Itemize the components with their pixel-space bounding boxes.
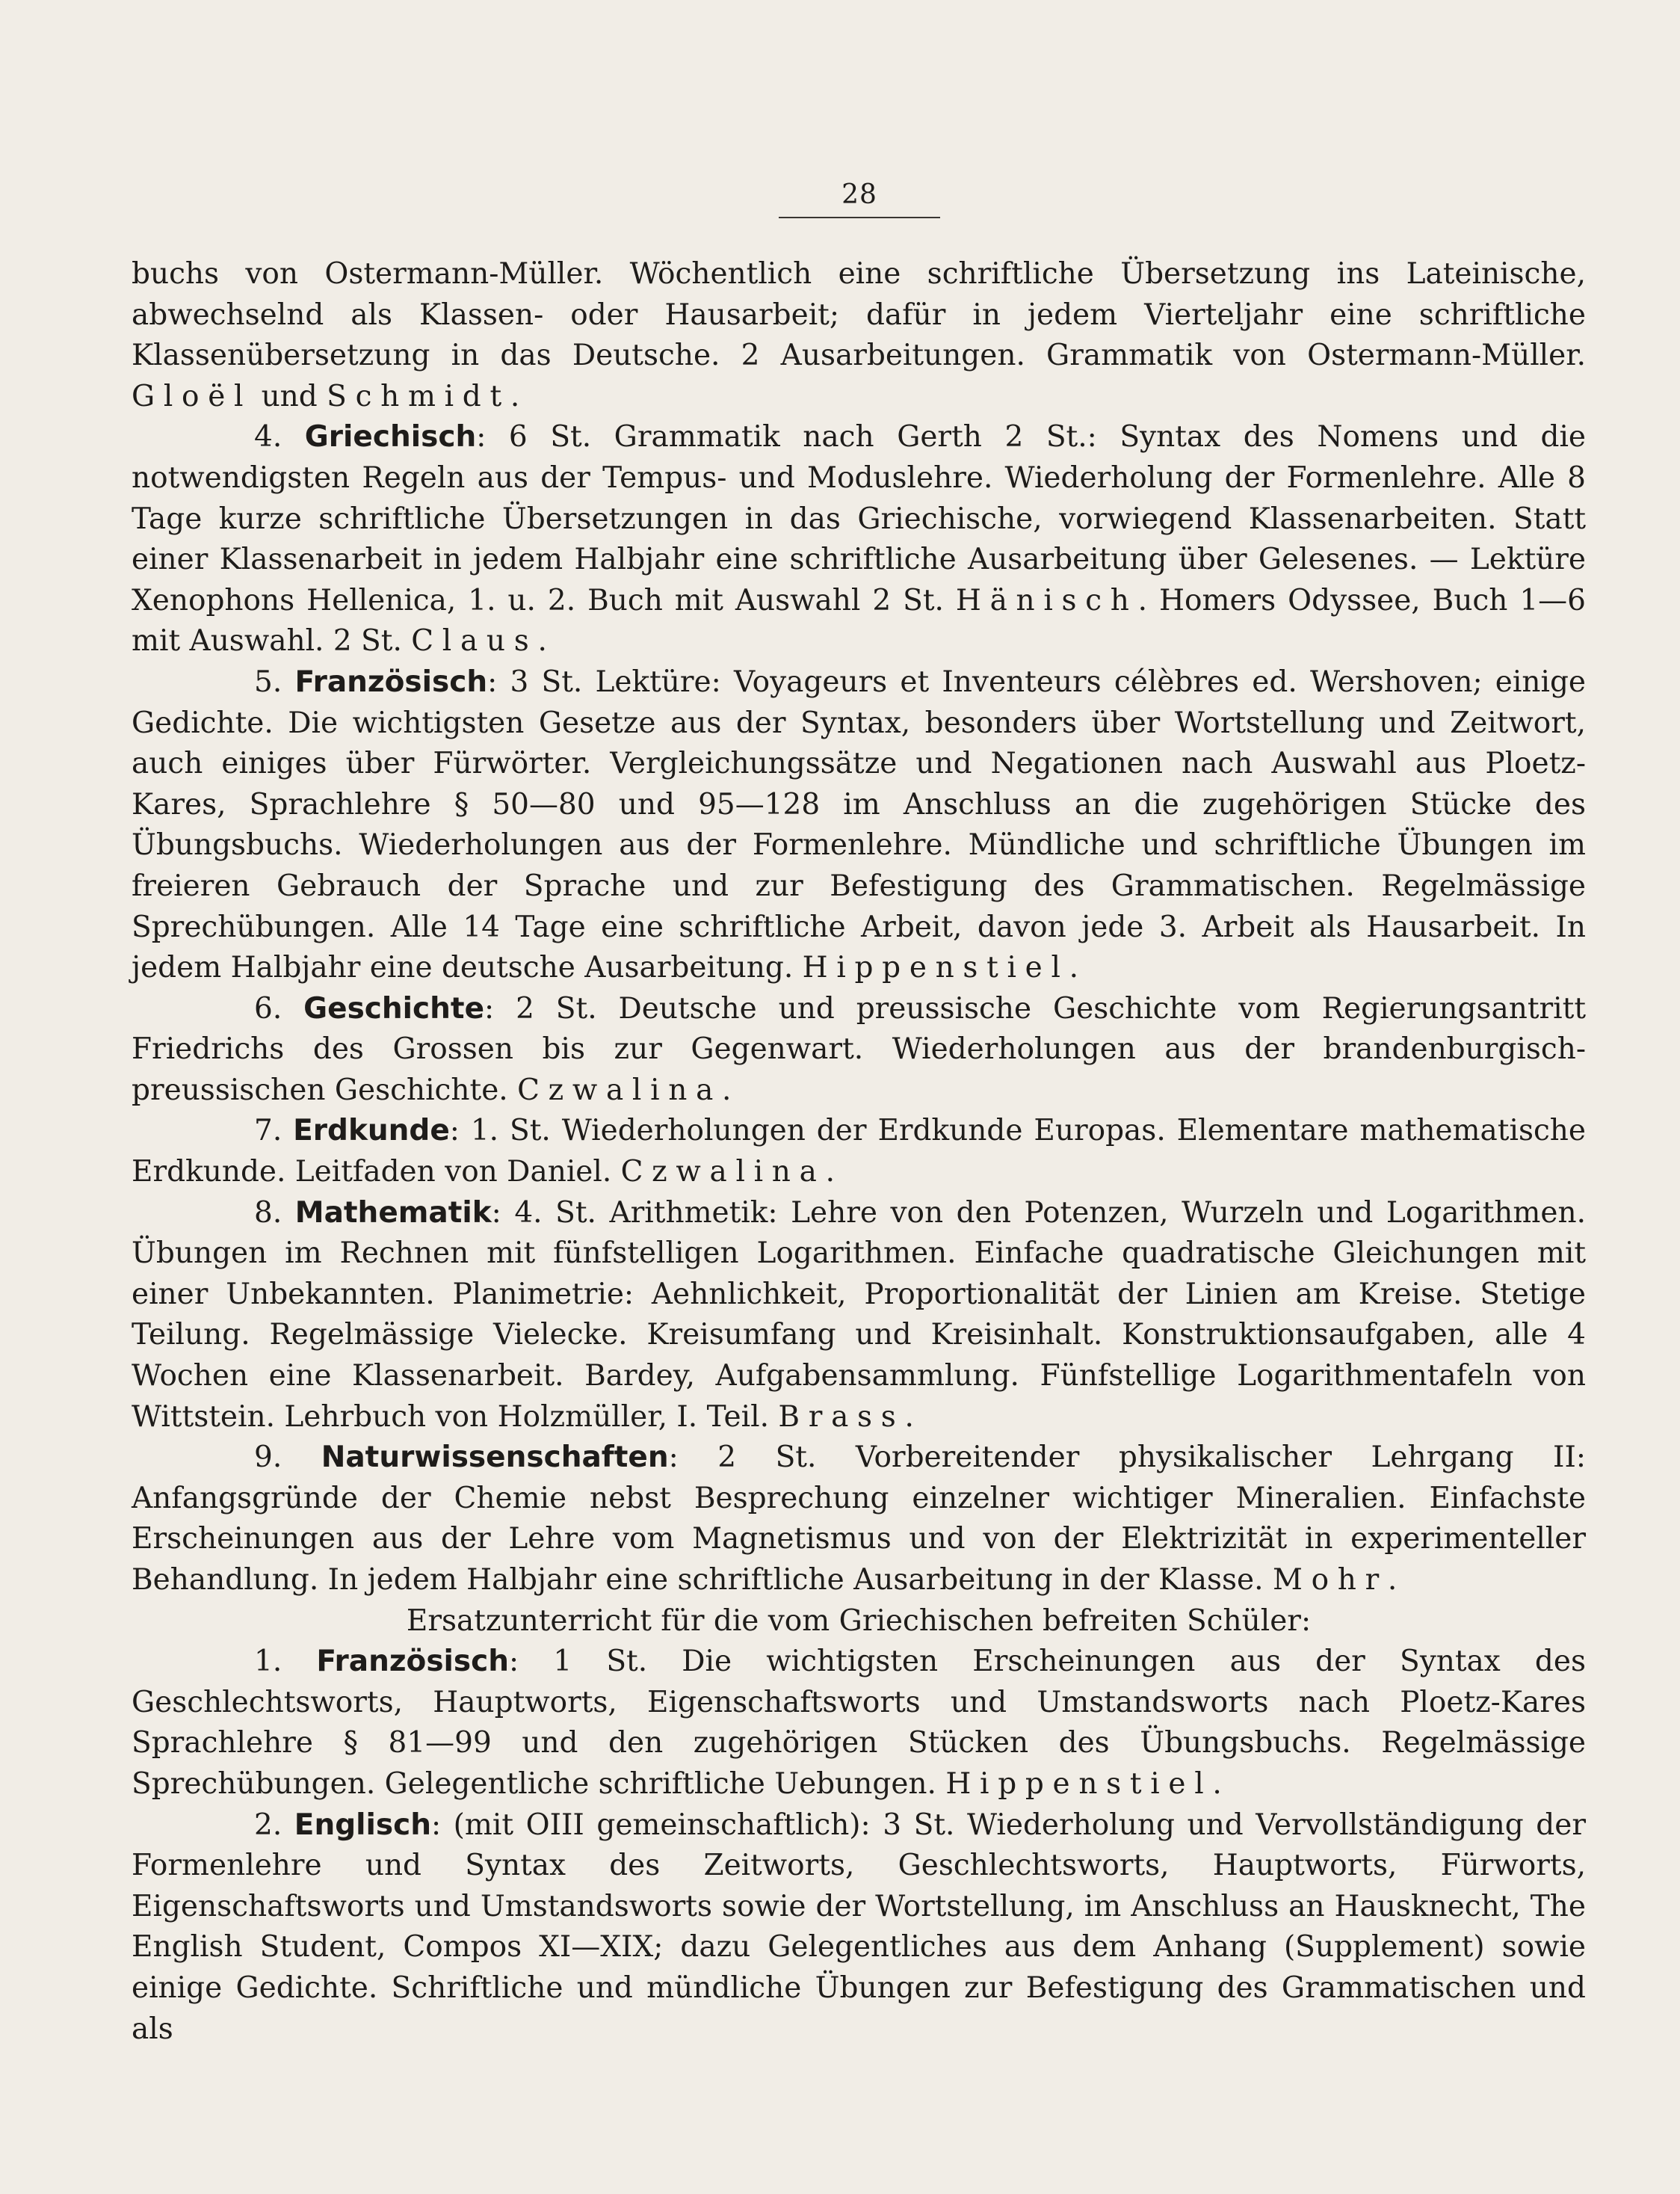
teacher-name: Hänisch	[955, 583, 1138, 617]
teacher-name: Czwalina	[517, 1073, 723, 1107]
teacher-name: Claus	[411, 624, 538, 659]
paragraph-mathematik: 8. Mathematik: 4. St. Arithmetik: Lehre von den Potenzen, Wurzeln und Logarithmen. Übungen im Rechnen mit fünfstelligen Logarithmen. Einfache quadratische Gleichungen mit einer Unbekannten. Planimetrie: Aehnlichkeit, Proportionalität der Linien am Kreise. Stetige Teilung. Regelmässige Vielecke. Kreisumfang und Kreisinhalt. Konstruktionsaufgaben, alle 4 Wochen eine Klassenarbeit. Bardey, Aufgabensammlung. Fünfstellige Logarithmentafeln von Wittstein. Lehrbuch von Holzmüller, I. Teil. Brass.	[132, 1195, 1587, 1434]
paragraph-erdkunde: 7. Erdkunde: 1. St. Wiederholungen der Erdkunde Europas. Elementare mathematische Erdkunde. Leitfaden von Daniel. Czwalina.	[132, 1114, 1586, 1189]
paragraph-latin-continuation: buchs von Ostermann-Müller. Wöchentlich eine schriftliche Übersetzung ins Lateinische, abwechselnd als Klassen- oder Hausarbeit; dafür in jedem Vierteljahr eine schriftliche Klassenübersetzung in das Deutsche. 2 Ausarbeitungen. Grammatik von Ostermann-Müller. Gloël und Schmidt.	[132, 257, 1586, 413]
teacher-name: Mohr	[1272, 1563, 1388, 1597]
paragraph-griechisch: 4. Griechisch: 6 St. Grammatik nach Gerth 2 St.: Syntax des Nomens und die notwendigsten Regeln aus der Tempus- und Moduslehre. Wiederholung der Formenlehre. Alle 8 Tage kurze schriftliche Übersetzungen in das Griechische, vorwiegend Klassenarbeiten. Statt einer Klassenarbeit in jedem Halbjahr eine schriftliche Ausarbeitung über Gelesenes. — Lektüre Xenophons Hellenica, 1. u. 2. Buch mit Auswahl 2 St. Hänisch. Homers Odyssee, Buch 1—6 mit Auswahl. 2 St. Claus.	[132, 420, 1586, 659]
paragraph-ersatz-franzoesisch: 1. Französisch: 1 St. Die wichtigsten Erscheinungen aus der Syntax des Geschlechtsworts, Hauptworts, Eigenschaftsworts und Umstandsworts nach Ploetz-Kares Sprachlehre § 81—99 und den zugehörigen Stücken des Übungsbuchs. Regelmässige Sprechübungen. Gelegentliche schriftliche Uebungen. Hippenstiel.	[132, 1645, 1586, 1801]
teacher-name: Gloël	[132, 379, 253, 413]
subject-heading: Naturwissenschaften	[321, 1440, 669, 1475]
teacher-name: Schmidt	[327, 379, 510, 413]
teacher-name: Brass	[778, 1399, 905, 1434]
subject-heading: Geschichte	[303, 991, 485, 1026]
section-heading-ersatzunterricht: Ersatzunterricht für die vom Griechischen befreiten Schüler:	[406, 1603, 1312, 1638]
subject-heading: Erdkunde	[293, 1114, 450, 1148]
body-text	[132, 254, 1586, 2050]
teacher-name: Hippenstiel	[945, 1766, 1213, 1801]
subject-heading: Französisch	[294, 665, 488, 699]
paragraph-franzoesisch: 5. Französisch: 3 St. Lektüre: Voyageurs et Inventeurs célèbres ed. Wershoven; einige Gedichte. Die wichtigsten Gesetze aus der Syntax, besonders über Wortstellung und Zeitwort, auch einiges über Fürwörter. Vergleichungssätze und Negationen nach Auswahl aus Ploetz-Kares, Sprachlehre § 50—80 und 95—128 im Anschluss an die zugehörigen Stücke des Übungsbuchs. Wiederholungen aus der Formenlehre. Mündliche und schriftliche Übungen im freieren Gebrauch der Sprache und zur Befestigung des Grammatischen. Regelmässige Sprechübungen. Alle 14 Tage eine schriftliche Arbeit, davon jede 3. Arbeit als Hausarbeit. In jedem Halbjahr eine deutsche Ausarbeitung. Hippenstiel.	[132, 665, 1586, 985]
subject-heading: Griechisch	[304, 420, 477, 454]
page-number-rule	[779, 217, 940, 218]
paragraph-ersatz-englisch: 2. Englisch: (mit OIII gemeinschaftlich): 3 St. Wiederholung und Vervollständigung der Formenlehre und Syntax des Zeitworts, Geschlechtsworts, Hauptworts, Fürworts, Eigenschaftsworts und Umstandsworts sowie der Wortstellung, im Anschluss an Hausknecht, The English Student, Compos XI—XIX; dazu Gelegentliches aus dem Anhang (Supplement) sowie einige Gedichte. Schriftliche und mündliche Übungen zur Befestigung des Grammatischen und als	[132, 1808, 1586, 2046]
paragraph-naturwissenschaften: 9. Naturwissenschaften: 2 St. Vorbereitender physikalischer Lehrgang II: Anfangsgründe der Chemie nebst Besprechung einzelner wichtiger Mineralien. Einfachste Erscheinungen aus der Lehre vom Magnetismus und von der Elektrizität in experimenteller Behandlung. In jedem Halbjahr eine schriftliche Ausarbeitung in der Klasse. Mohr.	[132, 1440, 1587, 1597]
subject-heading: Englisch	[294, 1808, 431, 1842]
teacher-name: Czwalina	[620, 1155, 826, 1189]
page-number: 28	[841, 179, 877, 210]
paragraph-geschichte: 6. Geschichte: 2 St. Deutsche und preussische Geschichte vom Regierungsantritt Friedrichs des Grossen bis zur Gegenwart. Wiederholungen aus der brandenburgisch-preussischen Geschichte. Czwalina.	[132, 991, 1586, 1107]
subject-heading: Mathematik	[294, 1195, 492, 1230]
subject-heading: Französisch	[316, 1645, 510, 1679]
teacher-name: Hippenstiel	[802, 951, 1069, 985]
